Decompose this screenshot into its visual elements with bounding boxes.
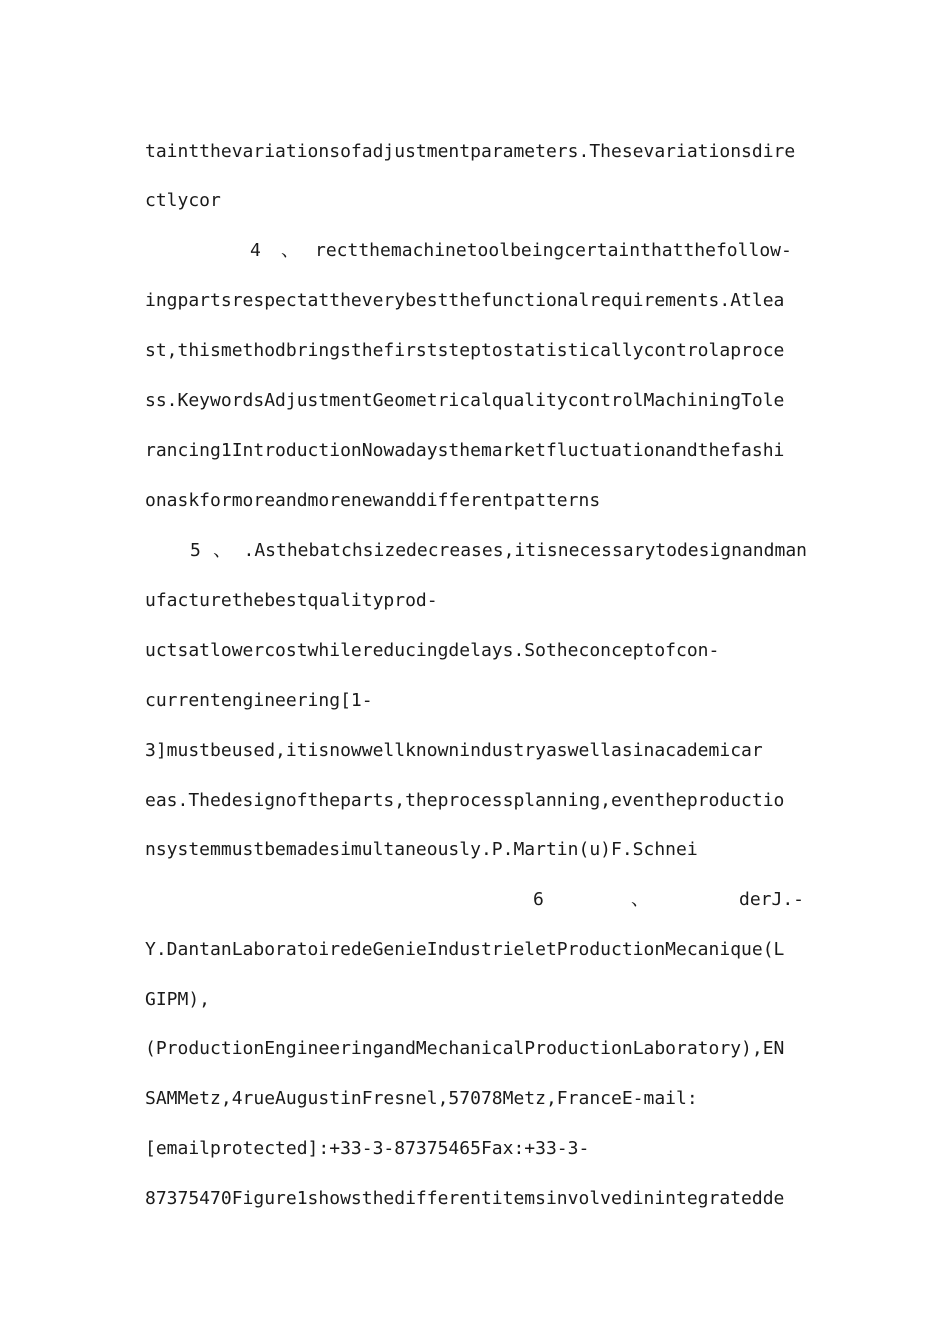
item-text: rectthemachinetoolbeingcertainthatthefollow- — [315, 240, 792, 261]
text-line: rancing1IntroductionNowadaysthemarketfluctuationandthefashi — [145, 440, 785, 461]
text-line: ss.KeywordsAdjustmentGeometricalqualitycontrolMachiningTole — [145, 390, 785, 411]
text-line-numbered — [145, 236, 807, 266]
text-line-numbered: 5、.Asthebatchsizedecreases,itisnecessarytodesignandman — [190, 540, 807, 561]
enumeration-comma: 、 — [631, 889, 649, 910]
text-line: SAMMetz,4rueAugustinFresnel,57078Metz,FranceE-mail: — [145, 1088, 698, 1109]
text-line: eas.Thedesignoftheparts,theprocessplanning,eventheproductio — [145, 790, 785, 811]
text-line: [emailprotected]:+33-3-87375465Fax:+33-3- — [145, 1138, 590, 1159]
text-line: 87375470Figure1showsthedifferentitemsinvolvedinintegratedde — [145, 1188, 785, 1209]
text-line: nsystemmustbemadesimultaneously.P.Martin(u)F.Schnei — [145, 839, 698, 860]
item-number: 6 — [533, 889, 544, 910]
enumeration-comma: 、 — [281, 240, 299, 261]
item-text: derJ.- — [739, 889, 805, 910]
text-line: ufacturethebestqualityprod- — [145, 590, 438, 611]
text-line: st,thismethodbringsthefirststeptostatisticallycontrolaproce — [145, 340, 785, 361]
text-line: 3]mustbeused,itisnowwellknownindustryaswellasinacademicar — [145, 740, 763, 761]
text-line: uctsatlowercostwhilereducingdelays.Sotheconceptofcon- — [145, 640, 720, 661]
text-line: Y.DantanLaboratoiredeGenieIndustrieletProductionMecanique(L — [145, 939, 785, 960]
text-line: ctlycor — [145, 190, 221, 211]
item-number: 4 — [250, 240, 261, 261]
text-line: GIPM), — [145, 989, 211, 1010]
text-line: onaskformoreandmorenewanddifferentpatterns — [145, 490, 601, 511]
text-line: ingpartsrespectattheverybestthefunctionalrequirements.Atlea — [145, 290, 785, 311]
text-line: currentengineering[1- — [145, 690, 373, 711]
text-line: taintthevariationsofadjustmentparameters.Thesevariationsdire — [145, 141, 796, 162]
text-line-numbered — [145, 885, 807, 915]
text-line: (ProductionEngineeringandMechanicalProductionLaboratory),EN — [145, 1038, 785, 1059]
